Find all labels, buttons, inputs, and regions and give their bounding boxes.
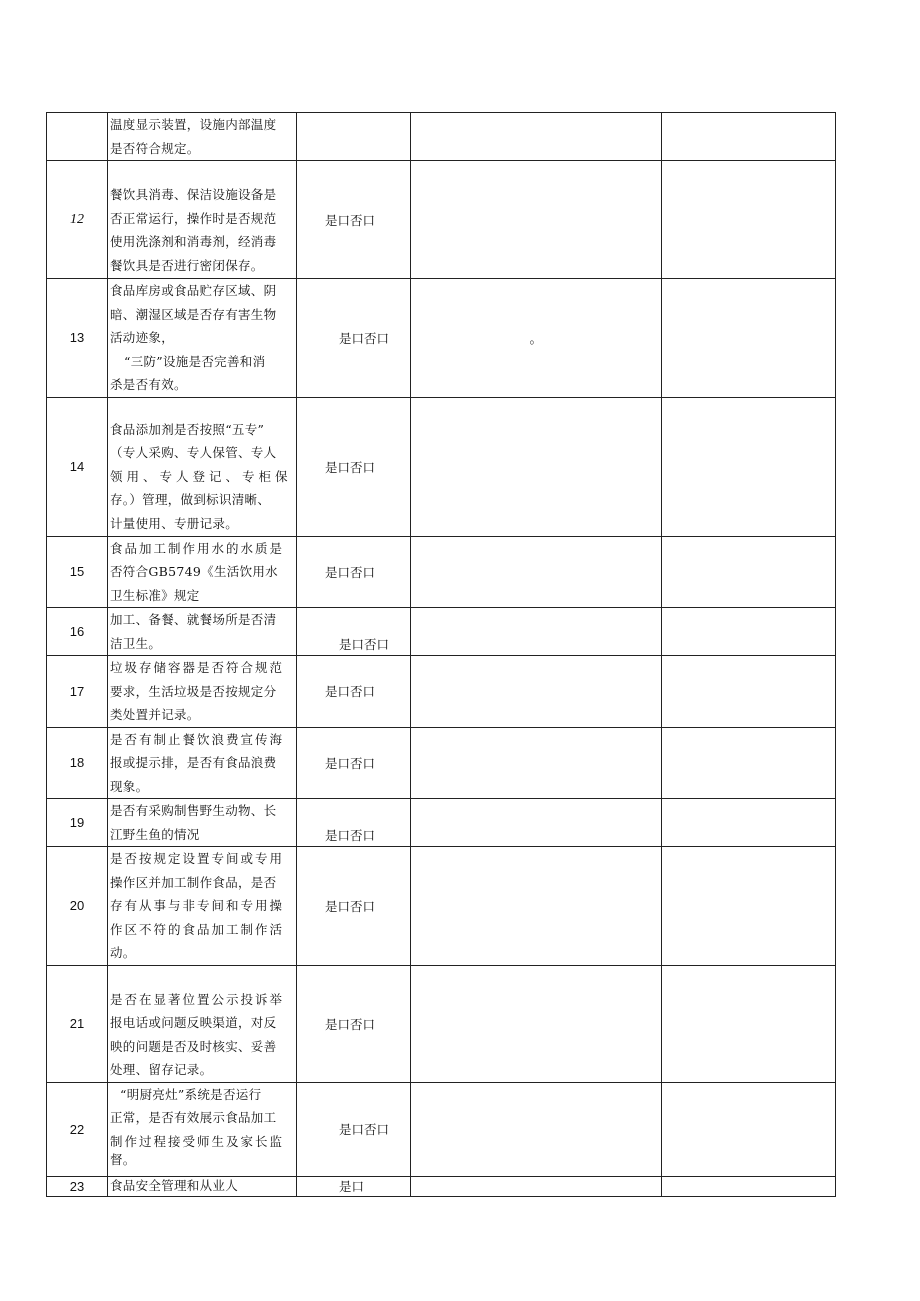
row-number: 13 (47, 279, 108, 398)
table-row (47, 1082, 836, 1176)
record-cell (411, 397, 662, 536)
check-item: 食品库房或食品贮存区域、阴 暗、潮湿区域是否存有害生物 活动迹象， “三防”设施是否完善和消 杀是否有效。 (108, 279, 297, 398)
note-cell (662, 397, 836, 536)
table-row (47, 965, 836, 1082)
record-cell (411, 727, 662, 799)
answer-cell[interactable] (297, 113, 411, 161)
note-cell (662, 1082, 836, 1176)
record-cell (411, 1176, 662, 1196)
answer-cell[interactable]: 是口否口 (297, 799, 411, 847)
answer-cell[interactable]: 是口否口 (297, 727, 411, 799)
check-item: 是否有制止餐饮浪费宣传海 报或提示排，是否有食品浪费 现象。 (108, 727, 297, 799)
row-number: 19 (47, 799, 108, 847)
answer-cell[interactable]: 是口否口 (297, 847, 411, 966)
record-cell (411, 965, 662, 1082)
check-item: 食品安全管理和从业人 (108, 1176, 297, 1196)
table-row (47, 847, 836, 966)
note-cell (662, 161, 836, 279)
note-cell (662, 656, 836, 728)
note-cell (662, 727, 836, 799)
check-item: “明厨亮灶”系统是否运行 正常，是否有效展示食品加工 制作过程接受师生及家长监 督。 (108, 1082, 297, 1176)
row-number: 12 (47, 161, 108, 279)
row-number: 18 (47, 727, 108, 799)
check-item: 垃圾存储容器是否符合规范 要求，生活垃圾是否按规定分 类处置并记录。 (108, 656, 297, 728)
note-cell (662, 965, 836, 1082)
row-number: 15 (47, 536, 108, 608)
row-number (47, 113, 108, 161)
note-cell (662, 279, 836, 398)
check-item: 食品加工制作用水的水质是 否符合GB5749《生活饮用水 卫生标准》规定 (108, 536, 297, 608)
table-row (47, 113, 836, 161)
note-cell (662, 799, 836, 847)
check-item: 食品添加剂是否按照“五专” （专人采购、专人保管、专人 领用、专人登记、专柜保 存。）管理，做到标识清晰、 计量使用、专册记录。 (108, 397, 297, 536)
answer-cell[interactable]: 是口否口 (297, 965, 411, 1082)
row-number: 16 (47, 608, 108, 656)
note-cell (662, 536, 836, 608)
inspection-table (46, 112, 836, 1197)
row-number: 17 (47, 656, 108, 728)
record-cell (411, 1082, 662, 1176)
answer-cell[interactable]: 是口 (297, 1176, 411, 1196)
check-item: 温度显示装置，设施内部温度 是否符合规定。 (108, 113, 297, 161)
note-cell (662, 847, 836, 966)
record-cell: 。 (411, 279, 662, 398)
table-row (47, 727, 836, 799)
answer-cell[interactable]: 是口否口 (297, 279, 411, 398)
table-row (47, 799, 836, 847)
record-cell (411, 847, 662, 966)
table-row (47, 1176, 836, 1196)
record-cell (411, 536, 662, 608)
row-number: 21 (47, 965, 108, 1082)
answer-cell[interactable]: 是口否口 (297, 1082, 411, 1176)
row-number: 22 (47, 1082, 108, 1176)
answer-cell[interactable]: 是口否口 (297, 656, 411, 728)
answer-cell[interactable]: 是口否口 (297, 397, 411, 536)
check-item: 是否在显著位置公示投诉举 报电话或问题反映渠道，对反 映的问题是否及时核实、妥善 处理、留存记录。 (108, 965, 297, 1082)
record-cell (411, 161, 662, 279)
table-row (47, 161, 836, 279)
record-cell (411, 799, 662, 847)
answer-cell[interactable]: 是口否口 (297, 161, 411, 279)
note-cell (662, 1176, 836, 1196)
check-item: 加工、备餐、就餐场所是否清 洁卫生。 (108, 608, 297, 656)
record-cell (411, 113, 662, 161)
check-item: 是否有采购制售野生动物、长 江野生鱼的情况 (108, 799, 297, 847)
table-row (47, 279, 836, 398)
row-number: 14 (47, 397, 108, 536)
answer-cell[interactable]: 是口否口 (297, 608, 411, 656)
record-cell (411, 656, 662, 728)
row-number: 23 (47, 1176, 108, 1196)
check-item: 是否按规定设置专间或专用 操作区并加工制作食品，是否 存有从事与非专间和专用操 作区不符的食品加工制作活 动。 (108, 847, 297, 966)
row-number: 20 (47, 847, 108, 966)
note-cell (662, 113, 836, 161)
table-row (47, 608, 836, 656)
record-cell (411, 608, 662, 656)
check-item: 餐饮具消毒、保洁设施设备是 否正常运行，操作时是否规范 使用洗涤剂和消毒剂，经消毒 餐饮具是否进行密闭保存。 (108, 161, 297, 279)
table-row (47, 536, 836, 608)
table-row (47, 397, 836, 536)
answer-cell[interactable]: 是口否口 (297, 536, 411, 608)
note-cell (662, 608, 836, 656)
table-row (47, 656, 836, 728)
